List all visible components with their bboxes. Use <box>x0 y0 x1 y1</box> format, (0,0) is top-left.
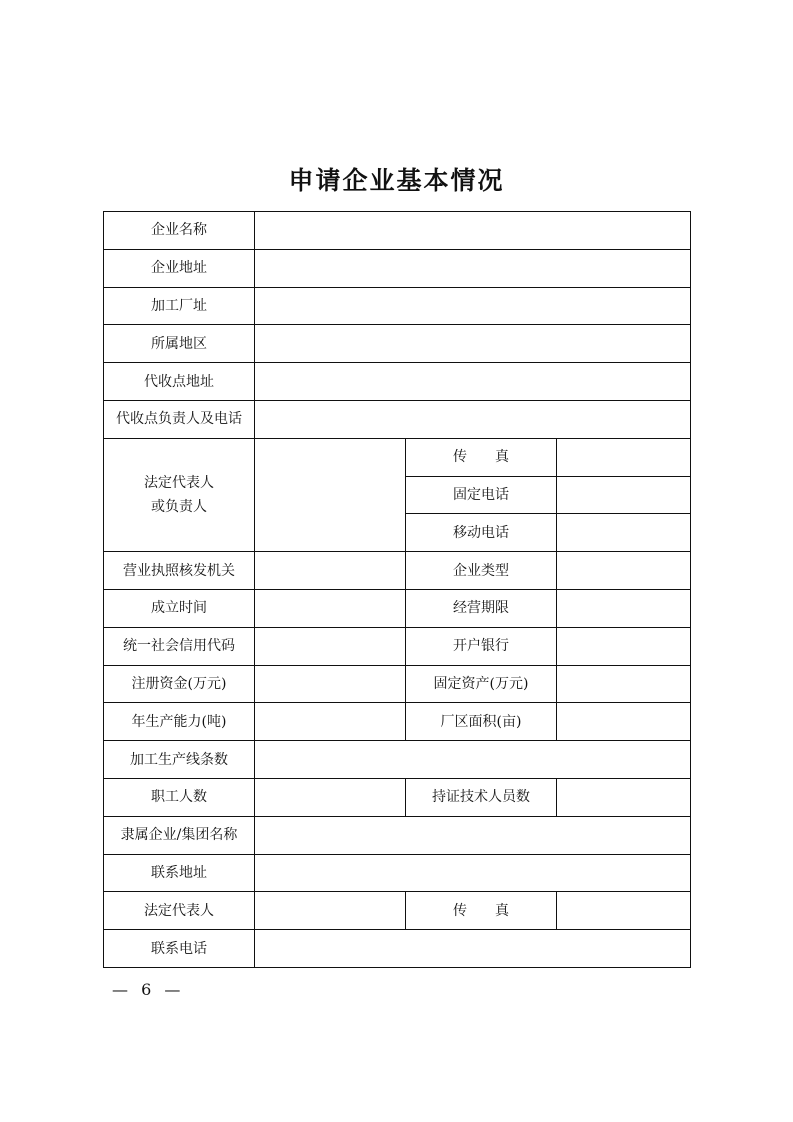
table-row <box>104 400 691 438</box>
company-info-table <box>103 211 691 968</box>
label-plant-area: 厂区面积(亩) <box>406 703 557 741</box>
field-annual-capacity[interactable] <box>255 703 406 741</box>
label-collection-contact: 代收点负责人及电话 <box>104 400 255 438</box>
table-row <box>104 287 691 325</box>
label-business-term: 经营期限 <box>406 589 557 627</box>
field-company-type[interactable] <box>557 552 691 590</box>
field-region[interactable] <box>255 325 691 363</box>
label-established: 成立时间 <box>104 589 255 627</box>
field-mobile[interactable] <box>557 514 691 552</box>
legal-rep-line1: 法定代表人 <box>144 474 214 491</box>
field-contact-address[interactable] <box>255 854 691 892</box>
table-row <box>104 325 691 363</box>
label-company-address: 企业地址 <box>104 249 255 287</box>
label-license-authority: 营业执照核发机关 <box>104 552 255 590</box>
label-fixed-assets: 固定资产(万元) <box>406 665 557 703</box>
label-employees: 职工人数 <box>104 778 255 816</box>
field-collection-address[interactable] <box>255 363 691 401</box>
label-region: 所属地区 <box>104 325 255 363</box>
label-annual-capacity: 年生产能力(吨) <box>104 703 255 741</box>
table-row <box>104 552 691 590</box>
label-fax2: 传 真 <box>406 892 557 930</box>
field-plant-address[interactable] <box>255 287 691 325</box>
table-row <box>104 930 691 968</box>
field-plant-area[interactable] <box>557 703 691 741</box>
field-registered-capital[interactable] <box>255 665 406 703</box>
label-registered-capital: 注册资金(万元) <box>104 665 255 703</box>
field-collection-contact[interactable] <box>255 400 691 438</box>
label-company-type: 企业类型 <box>406 552 557 590</box>
field-license-authority[interactable] <box>255 552 406 590</box>
label-plant-address: 加工厂址 <box>104 287 255 325</box>
label-contact-phone: 联系电话 <box>104 930 255 968</box>
field-bank[interactable] <box>557 627 691 665</box>
field-fax[interactable] <box>557 438 691 476</box>
table-row <box>104 665 691 703</box>
label-fax: 传 真 <box>406 438 557 476</box>
page-number: — 6 — <box>112 980 185 999</box>
field-fixed-assets[interactable] <box>557 665 691 703</box>
table-row <box>104 589 691 627</box>
field-legal-representative[interactable] <box>255 438 406 551</box>
table-row <box>104 778 691 816</box>
table-row <box>104 627 691 665</box>
field-production-lines[interactable] <box>255 741 691 779</box>
table-row <box>104 212 691 250</box>
label-legal-representative <box>104 438 255 551</box>
table-row <box>104 892 691 930</box>
label-company-name: 企业名称 <box>104 212 255 250</box>
table-row <box>104 363 691 401</box>
legal-rep-label-stack <box>144 471 214 519</box>
table-row <box>104 816 691 854</box>
field-business-term[interactable] <box>557 589 691 627</box>
field-parent-group[interactable] <box>255 816 691 854</box>
table-row <box>104 741 691 779</box>
field-legal-rep2[interactable] <box>255 892 406 930</box>
label-certified-staff: 持证技术人员数 <box>406 778 557 816</box>
page-title: 申请企业基本情况 <box>288 166 505 195</box>
field-contact-phone[interactable] <box>255 930 691 968</box>
field-established[interactable] <box>255 589 406 627</box>
table-row <box>104 703 691 741</box>
label-mobile: 移动电话 <box>406 514 557 552</box>
label-credit-code: 统一社会信用代码 <box>104 627 255 665</box>
field-fax2[interactable] <box>557 892 691 930</box>
table-row <box>104 854 691 892</box>
field-company-name[interactable] <box>255 212 691 250</box>
label-landline: 固定电话 <box>406 476 557 514</box>
legal-rep-line2: 或负责人 <box>151 498 207 515</box>
field-landline[interactable] <box>557 476 691 514</box>
table-row <box>104 438 691 476</box>
field-credit-code[interactable] <box>255 627 406 665</box>
field-company-address[interactable] <box>255 249 691 287</box>
label-production-lines: 加工生产线条数 <box>104 741 255 779</box>
label-collection-address: 代收点地址 <box>104 363 255 401</box>
label-contact-address: 联系地址 <box>104 854 255 892</box>
field-employees[interactable] <box>255 778 406 816</box>
table-row <box>104 249 691 287</box>
field-certified-staff[interactable] <box>557 778 691 816</box>
label-legal-rep2: 法定代表人 <box>104 892 255 930</box>
label-bank: 开户银行 <box>406 627 557 665</box>
label-parent-group: 隶属企业/集团名称 <box>104 816 255 854</box>
